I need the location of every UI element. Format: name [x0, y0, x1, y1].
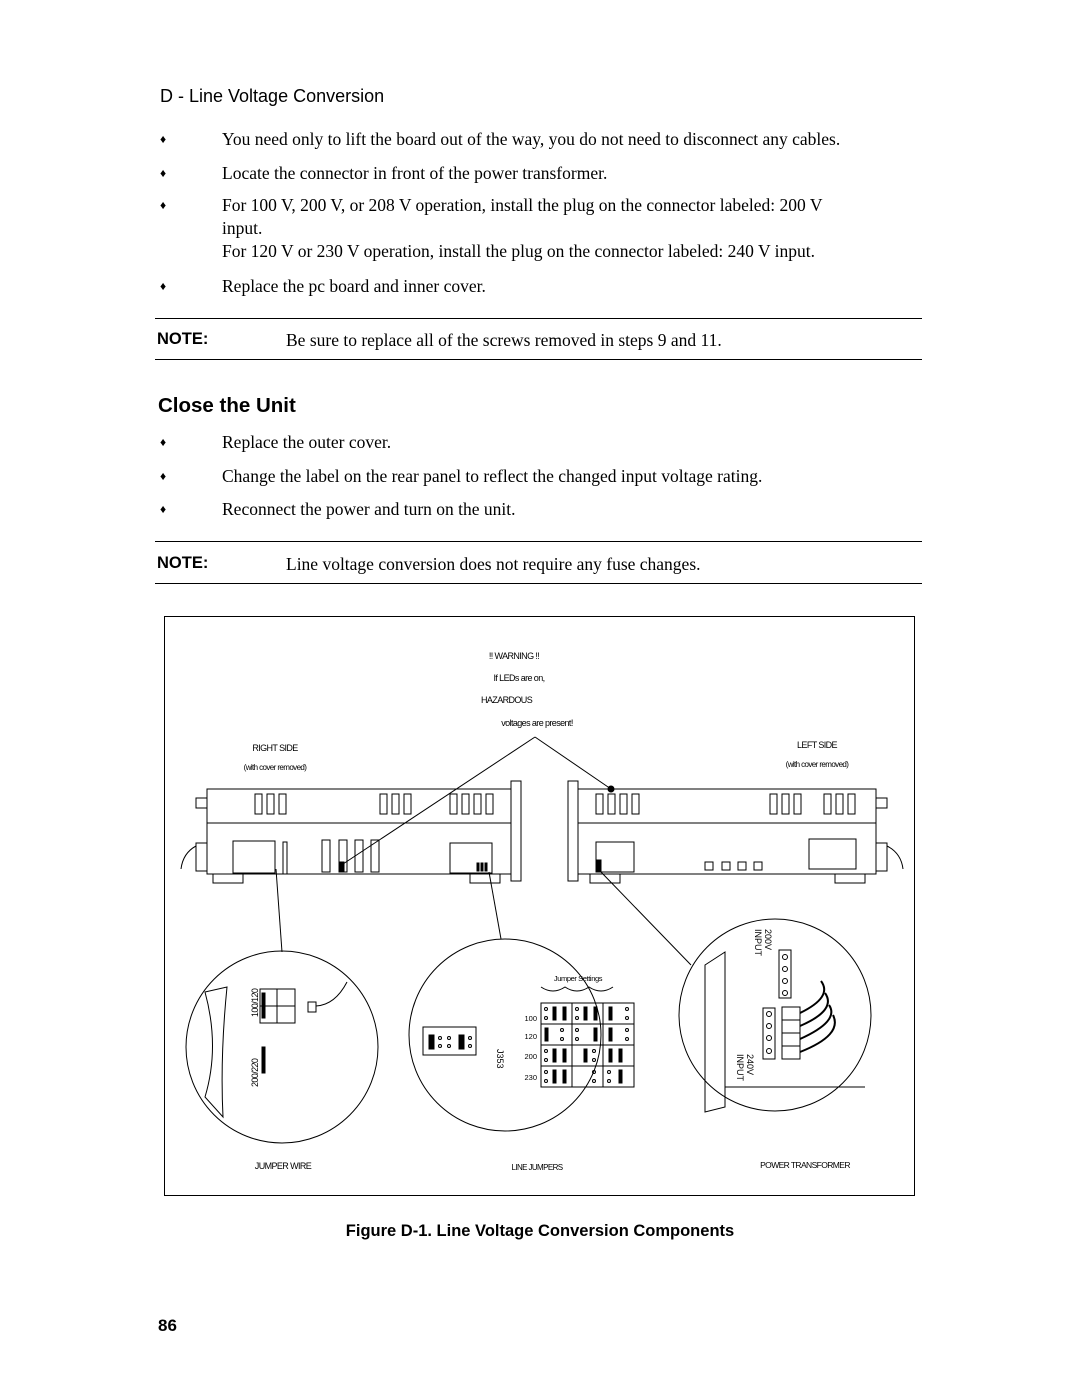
bullet-text: Locate the connector in front of the power transformer.	[222, 163, 608, 183]
bullet-text: Change the label on the rear panel to reflect the changed input voltage rating.	[222, 466, 763, 486]
pointer-line-jumper-wire	[276, 869, 282, 952]
bullet-item	[160, 275, 920, 298]
note-label: NOTE:	[157, 330, 209, 348]
bullet-continuation-text: For 120 V or 230 V operation, install the plug on the connector labeled: 240 V input.	[222, 241, 815, 261]
close-unit-heading: Close the Unit	[158, 394, 296, 417]
note-box	[155, 541, 922, 584]
diamond-bullet-icon: ♦	[160, 469, 167, 483]
left-side-note: (with cover removed)	[785, 760, 849, 769]
diamond-bullet-icon: ♦	[160, 279, 167, 293]
bullet-item	[160, 431, 920, 454]
left-side-chassis	[568, 781, 903, 883]
bullet-item	[160, 465, 920, 488]
jumper-row-label: 120	[524, 1032, 537, 1041]
line-jumpers-label: LINE JUMPERS	[511, 1163, 563, 1172]
bullet-text: Replace the outer cover.	[222, 432, 392, 452]
jumper-settings-label: Jumper Settings	[553, 974, 603, 983]
diamond-bullet-icon: ♦	[160, 502, 167, 516]
warning-pointer-line	[343, 737, 535, 864]
figure-caption: Figure D-1. Line Voltage Conversion Components	[345, 1222, 735, 1240]
warning-title: !! WARNING !!	[488, 651, 540, 661]
input-240-label: INPUT	[735, 1054, 745, 1081]
label-200-220: 200/220	[250, 1058, 260, 1087]
input-200-voltage: 200V	[763, 929, 773, 951]
diamond-bullet-icon: ♦	[160, 435, 167, 449]
input-240-voltage: 240V	[745, 1054, 755, 1076]
note-text: Be sure to replace all of the screws removed in steps 9 and 11.	[286, 330, 722, 350]
note-text: Line voltage conversion does not require any fuse changes.	[286, 554, 701, 574]
page-number: 86	[158, 1316, 177, 1335]
right-side-note: (with cover removed)	[243, 763, 307, 772]
jumper-row-label: 100	[524, 1014, 537, 1023]
label-100-120: 100/120	[250, 988, 260, 1017]
warning-line-2: If LEDs are on,	[493, 673, 545, 683]
right-side-chassis	[181, 781, 521, 883]
section-heading: D - Line Voltage Conversion	[160, 86, 385, 106]
diamond-bullet-icon: ♦	[160, 132, 167, 146]
j353-label: J353	[495, 1049, 505, 1069]
left-side-label: LEFT SIDE	[797, 740, 837, 750]
bullet-text: You need only to lift the board out of the way, you do not need to disconnect any cables.	[222, 129, 841, 149]
note-label: NOTE:	[157, 554, 209, 572]
jumper-row-label: 200	[524, 1052, 537, 1061]
pointer-line-power-transformer	[601, 872, 691, 965]
right-side-label: RIGHT SIDE	[252, 743, 298, 753]
warning-line-4: voltages are present!	[501, 718, 573, 728]
bullet-text: Reconnect the power and turn on the unit.	[222, 499, 516, 519]
bullet-text: For 100 V, 200 V, or 208 V operation, install the plug on the connector labeled: 200 V input.	[222, 195, 823, 238]
figure-diagram	[165, 617, 916, 1197]
power-transformer-detail	[679, 919, 871, 1112]
bullet-item	[160, 498, 920, 521]
input-200-label: INPUT	[753, 929, 763, 956]
bullet-item	[160, 162, 920, 185]
note-box	[155, 318, 922, 360]
diamond-bullet-icon: ♦	[160, 198, 167, 212]
jumper-wire-detail	[186, 951, 378, 1143]
diamond-bullet-icon: ♦	[160, 166, 167, 180]
pointer-line-line-jumpers	[489, 872, 501, 939]
jumper-wire-label: JUMPER WIRE	[254, 1161, 312, 1171]
line-jumpers-detail	[409, 939, 634, 1131]
bullet-text: Replace the pc board and inner cover.	[222, 276, 486, 296]
warning-line-3: HAZARDOUS	[481, 695, 533, 705]
power-transformer-label: POWER TRANSFORMER	[760, 1160, 850, 1170]
bullet-item	[160, 128, 920, 151]
jumper-row-label: 230	[524, 1073, 537, 1082]
bullet-item	[160, 194, 860, 263]
figure-line-voltage-components	[164, 616, 915, 1196]
